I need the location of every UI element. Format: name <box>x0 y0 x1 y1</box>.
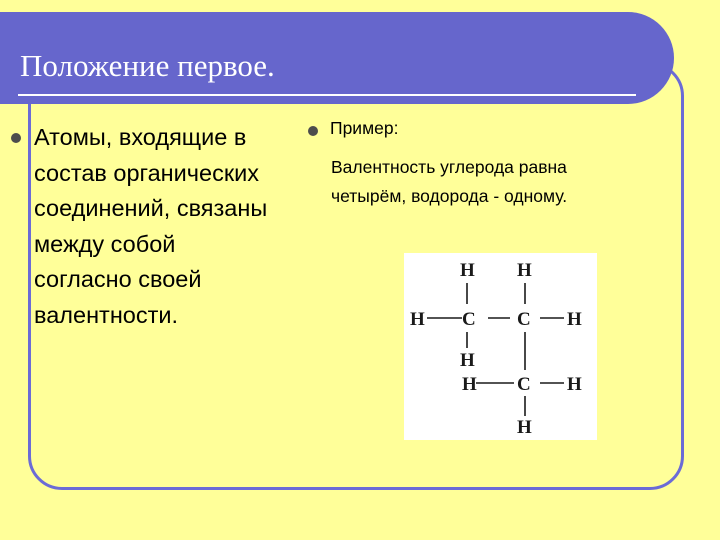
atom-h: H <box>517 260 532 281</box>
example-text: Валентность углерода равна четырём, водорода - одному. <box>331 157 568 206</box>
atom-h: H <box>460 260 475 281</box>
atom-h: H <box>410 309 425 330</box>
atom-h: H <box>460 350 475 371</box>
atom-h: H <box>517 417 532 438</box>
title-underline <box>18 94 636 96</box>
atom-c: C <box>517 374 531 395</box>
example-heading: Пример: <box>330 118 399 138</box>
bullet-icon <box>308 126 318 136</box>
atom-h: H <box>567 374 582 395</box>
slide-title: Положение первое. <box>20 48 275 83</box>
atom-h: H <box>567 309 582 330</box>
structural-formula <box>404 253 597 440</box>
atom-c: C <box>462 309 476 330</box>
structural-formula-svg <box>404 253 597 440</box>
left-paragraph: Атомы, входящие в состав органических соединений, связаны между собой согласно своей валентности. <box>34 124 268 328</box>
bullet-icon <box>11 133 21 143</box>
atom-c: C <box>517 309 531 330</box>
atom-h: H <box>462 374 477 395</box>
